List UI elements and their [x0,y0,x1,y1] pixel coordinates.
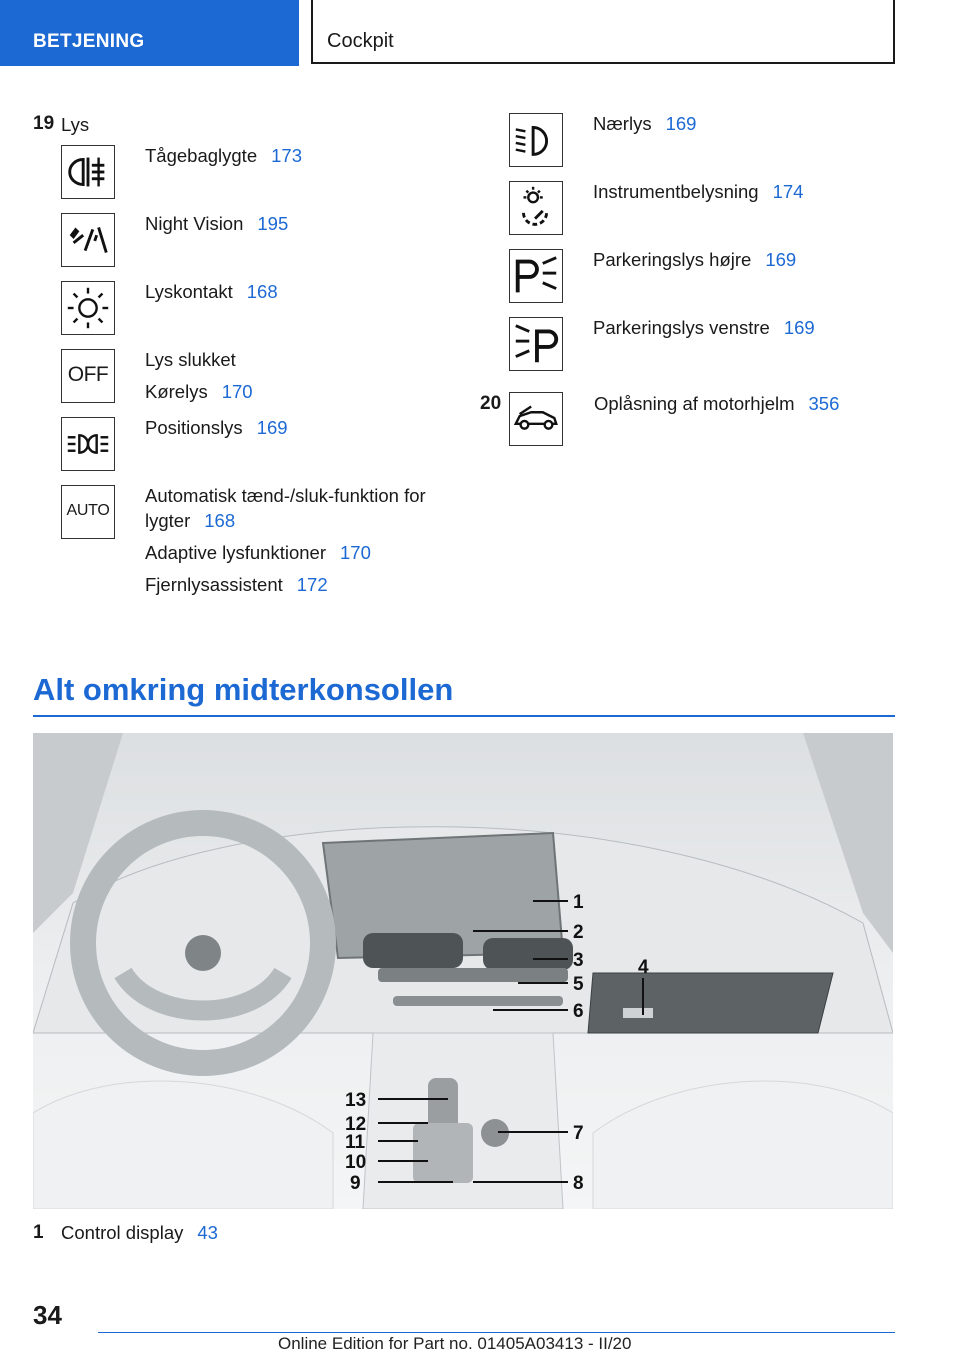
callout-4: 4 [638,957,649,978]
instrument-lighting-icon [509,181,563,235]
page-link[interactable]: 195 [257,213,289,234]
page-link[interactable]: 173 [271,145,302,166]
section-title: Alt omkring midterkonsollen [33,672,454,707]
parking-light-left-icon [509,317,563,371]
list-item-label: Lys slukket [145,349,236,370]
page-link[interactable]: 168 [246,281,278,302]
callout-9: 9 [350,1173,361,1194]
page-link[interactable]: 43 [197,1222,218,1243]
rear-fog-light-icon [61,145,115,199]
callout-3: 3 [573,950,584,971]
list-item-label: Fjernlysassistent 172 [145,574,328,595]
legend-number: 1 [33,1222,44,1243]
callout-12: 12 [345,1114,367,1135]
list-item-label: Oplåsning af motorhjelm 356 [594,393,840,414]
list-item-label: Parkeringslys venstre 169 [593,317,815,338]
position-lights-icon [61,417,115,471]
list-item-label: Automatisk tænd-/sluk-funktion for [145,485,426,506]
parking-light-right-icon [509,249,563,303]
callout-1: 1 [573,892,584,913]
page-link[interactable]: 174 [772,181,804,202]
header-section-label: BETJENING [33,31,145,52]
list-item-label: Tågebaglygte 173 [145,145,302,166]
item-number-20: 20 [480,393,502,414]
callout-8: 8 [573,1173,584,1194]
night-vision-icon [61,213,115,267]
callout-7: 7 [573,1123,584,1144]
page-link[interactable]: 172 [296,574,328,595]
page-link[interactable]: 169 [765,249,797,270]
page-link[interactable]: 169 [783,317,815,338]
callout-6: 6 [573,1001,584,1022]
header-chapter-label: Cockpit [327,30,394,52]
light-switch-icon [61,281,115,335]
off-icon: OFF [61,349,115,403]
callout-10: 10 [345,1152,367,1173]
page-link[interactable]: 356 [808,393,840,414]
page-number: 34 [33,1300,62,1330]
footer-edition: Online Edition for Part no. 01405A03413 - II/20 [278,1334,632,1353]
auto-icon: AUTO [61,485,115,539]
center-console-illustration [33,733,893,1209]
callout-11: 11 [345,1132,366,1153]
list-item-label: Positionslys 169 [145,417,288,438]
list-item-label: Night Vision 195 [145,213,289,234]
section-divider [33,715,895,717]
list-item-label: Adaptive lysfunktioner 170 [145,542,371,563]
item-number-19: 19 [33,113,55,134]
header-section-tab[interactable] [0,0,299,66]
list-item-label: Parkeringslys højre 169 [593,249,797,270]
low-beam-icon [509,113,563,167]
page-link[interactable]: 170 [221,381,253,402]
footer-divider [98,1332,895,1333]
page-link[interactable]: 169 [256,417,288,438]
header-chapter-tab[interactable] [311,0,895,64]
list-item-label: Lyskontakt 168 [145,281,278,302]
legend-item: Control display 43 [61,1222,218,1243]
list-item-label: Nærlys 169 [593,113,697,134]
page-link[interactable]: 170 [340,542,371,563]
callout-5: 5 [573,974,584,995]
list-item-label: lygter 168 [145,510,236,531]
page-link[interactable]: 169 [665,113,697,134]
list-item-label: Instrumentbelysning 174 [593,181,804,202]
callout-13: 13 [345,1090,367,1111]
item-title-lys: Lys [61,114,90,135]
callout-2: 2 [573,922,584,943]
page-link[interactable]: 168 [204,510,236,531]
hood-release-icon [509,392,563,446]
list-item-label: Kørelys 170 [145,381,253,402]
